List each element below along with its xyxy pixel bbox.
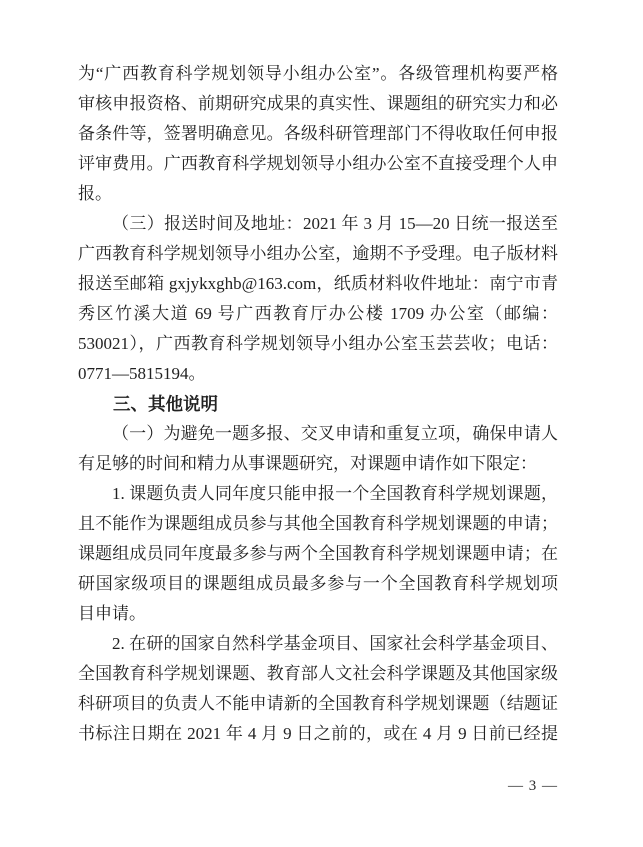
text-line: 有足够的时间和精力从事课题研究，对课题申请作如下限定：: [78, 454, 537, 473]
text-line: 全国教育科学规划课题、教育部人文社会科学课题及其他国家级: [78, 664, 558, 683]
text-line: 0771—5815194。: [78, 364, 206, 383]
text-line: 备条件等，签署明确意见。各级科研管理部门不得收取任何申报: [78, 124, 558, 143]
paragraph-rule-1: [78, 479, 558, 629]
paragraph-submission-time-address: [78, 209, 558, 389]
text-line: 书标注日期在 2021 年 4 月 9 日之前的，或在 4 月 9 日前已经提: [78, 724, 558, 743]
paragraph-restriction-intro: [78, 419, 558, 479]
text-line: 目申请。: [78, 604, 146, 623]
section-heading: 三、其他说明: [113, 394, 218, 414]
text-line: 且不能作为课题组成员参与其他全国教育科学规划课题的申请；: [78, 514, 558, 533]
section-heading-other-notes: [78, 389, 558, 419]
text-line: （三）报送时间及地址：2021 年 3 月 15—20 日统一报送至: [112, 214, 558, 233]
text-line: 科研项目的负责人不能申请新的全国教育科学规划课题（结题证: [78, 694, 558, 713]
text-line: 530021），广西教育科学规划领导小组办公室玉芸芸收；电话：: [78, 334, 558, 353]
text-line: 为“广西教育科学规划领导小组办公室”。各级管理机构要严格: [78, 64, 558, 83]
page-number: — 3 —: [508, 778, 558, 794]
text-line: 评审费用。广西教育科学规划领导小组办公室不直接受理个人申: [78, 154, 558, 173]
text-line: 秀区竹溪大道 69 号广西教育厅办公楼 1709 办公室（邮编：: [78, 304, 558, 323]
text-line: 1. 课题负责人同年度只能申报一个全国教育科学规划课题，: [112, 484, 558, 503]
text-line: 2. 在研的国家自然科学基金项目、国家社会科学基金项目、: [112, 634, 558, 653]
text-line: 课题组成员同年度最多参与两个全国教育科学规划课题申请；在: [78, 544, 558, 563]
paragraph-continued-from-previous-page: [78, 59, 558, 209]
text-line: 报。: [78, 184, 112, 203]
paragraph-rule-2: [78, 629, 558, 749]
text-line: （一）为避免一题多报、交叉申请和重复立项，确保申请人: [112, 424, 558, 443]
text-line: 审核申报资格、前期研究成果的真实性、课题组的研究实力和必: [78, 94, 558, 113]
text-line: 研国家级项目的课题组成员最多参与一个全国教育科学规划项: [78, 574, 558, 593]
document-body: [78, 59, 558, 749]
text-line: 报送至邮箱 gxjykxghb@163.com，纸质材料收件地址：南宁市青: [78, 274, 558, 293]
text-line: 广西教育科学规划领导小组办公室，逾期不予受理。电子版材料: [78, 244, 558, 263]
